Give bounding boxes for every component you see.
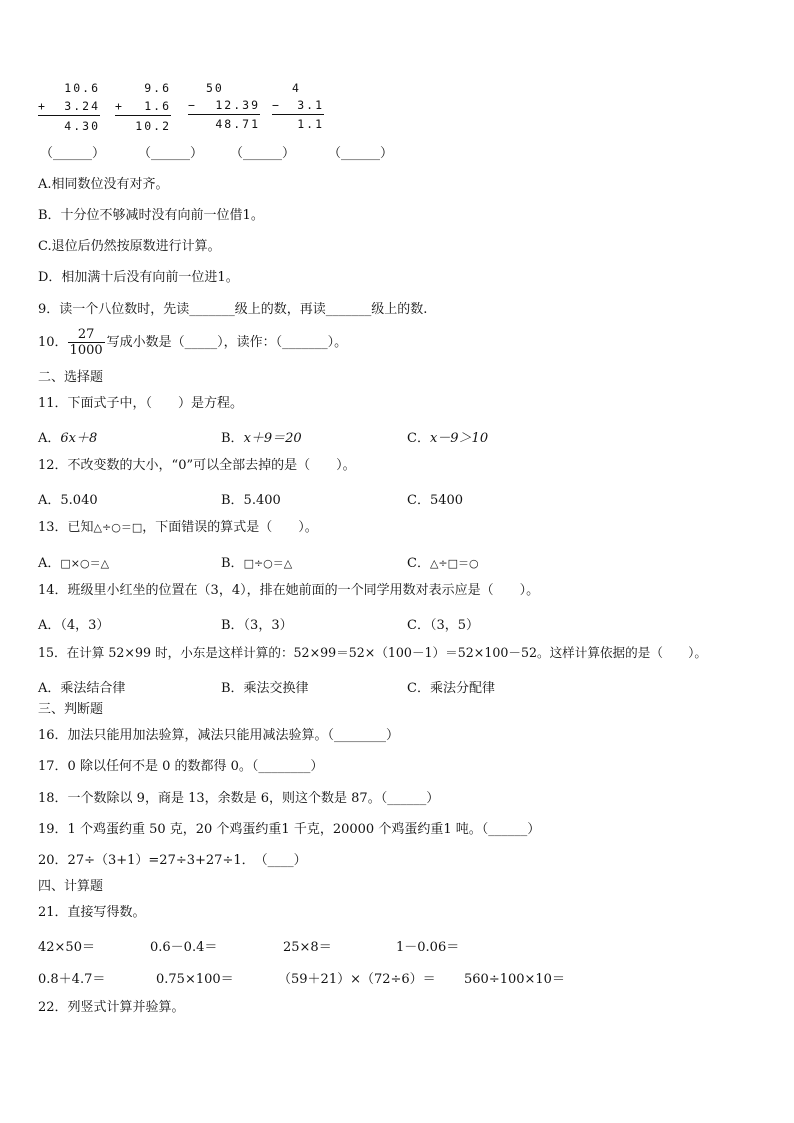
vp4-mid: 3.1 [297, 98, 324, 112]
question-11-stem: 11．下面式子中，（ ）是方程。 [38, 396, 244, 411]
vertical-problem-1 [38, 80, 100, 136]
q13-b-expr: □÷○＝△ [243, 557, 293, 570]
vertical-blank-2[interactable]: （______） [138, 146, 204, 161]
vp2-op: + [115, 99, 124, 113]
q11-a-label: A． [38, 431, 61, 446]
vp4-bar [272, 114, 324, 115]
q11-b-label: B． [221, 431, 244, 446]
vertical-problem-3 [188, 80, 260, 136]
vertical-blank-3[interactable]: （______） [230, 146, 296, 161]
q13-b-label: B． [221, 556, 244, 571]
q11-option-b[interactable] [221, 427, 302, 446]
q12-option-a[interactable]: A．5.040 [38, 493, 98, 508]
q15-option-b[interactable]: B．乘法交换律 [221, 681, 309, 696]
vp1-op: + [38, 99, 47, 113]
q13-known: △÷○＝□ [93, 521, 143, 534]
vp3-op: − [188, 98, 197, 112]
vp2-mid: 1.6 [144, 99, 171, 113]
q21-item-4[interactable]: 1－0.06＝ [396, 940, 460, 955]
vp4-result: 1.1 [297, 117, 324, 131]
vp4-top: 4 [292, 81, 301, 95]
question-17: 17．0 除以任何不是 0 的数都得 0。（________） [38, 759, 324, 774]
q14-option-b[interactable]: B．（3，3） [221, 618, 293, 633]
q11-option-a[interactable] [38, 427, 97, 446]
vp2-bar [115, 115, 171, 116]
q11-option-c[interactable] [407, 427, 488, 446]
q13-stem-suffix: ，下面错误的算式是（ ）。 [142, 520, 318, 535]
vertical-problem-2 [115, 80, 171, 136]
q13-c-label: C． [407, 556, 430, 571]
vp1-bar [38, 115, 100, 116]
section-3-heading: 三、判断题 [38, 702, 104, 717]
question-21: 21．直接写得数。 [38, 905, 146, 920]
q10-frac-den: 1000 [69, 343, 103, 358]
question-12-stem: 12．不改变数的大小，“0”可以全部去掉的是（ ）。 [38, 458, 356, 473]
vp3-mid: 12.39 [215, 98, 260, 112]
q10-fraction [68, 327, 105, 358]
q11-b-expr: x＋9＝20 [243, 431, 302, 446]
reason-c: C.退位后仍然按原数进行计算。 [38, 239, 221, 254]
vertical-problem-4 [272, 80, 324, 136]
q21-item-7[interactable]: （59＋21）×（72÷6）＝ [278, 972, 436, 987]
vertical-blank-4[interactable]: （______） [328, 146, 394, 161]
question-15-stem: 15．在计算 52×99 时，小东是这样计算的：52×99＝52×（100－1）＝52×100－52。这样计算依据的是（ ）。 [38, 645, 707, 660]
q21-item-2[interactable]: 0.6－0.4＝ [150, 940, 218, 955]
vertical-blank-1[interactable]: （______） [40, 146, 106, 161]
q15-option-c[interactable]: C．乘法分配律 [407, 681, 495, 696]
vp1-mid: 3.24 [64, 99, 100, 113]
q10-text: 写成小数是（_____），读作：（_______）。 [106, 335, 348, 350]
question-13-stem [38, 520, 318, 536]
section-2-heading: 二、选择题 [38, 370, 104, 385]
vp1-top: 10.6 [64, 81, 100, 95]
question-18: 18．一个数除以 9，商是 13，余数是 6，则这个数是 87。（______） [38, 791, 440, 806]
question-22: 22．列竖式计算并验算。 [38, 1000, 185, 1015]
vp4-op: − [272, 98, 281, 112]
question-9: 9．读一个八位数时，先读_______级上的数，再读_______级上的数. [38, 302, 428, 317]
q21-item-1[interactable]: 42×50＝ [38, 940, 95, 955]
q11-a-expr: 6x＋8 [60, 431, 98, 446]
question-14-stem: 14．班级里小红坐的位置在（3，4），排在她前面的一个同学用数对表示应是（ ）。 [38, 583, 540, 598]
section-4-heading: 四、计算题 [38, 879, 104, 894]
q13-stem-prefix: 13．已知 [38, 520, 94, 535]
q21-item-5[interactable]: 0.8＋4.7＝ [38, 972, 106, 987]
q13-a-expr: □×○＝△ [60, 557, 110, 570]
q13-a-label: A． [38, 556, 61, 571]
reason-b: B．十分位不够减时没有向前一位借1。 [38, 208, 264, 223]
vp1-result: 4.30 [64, 119, 100, 133]
vp2-result: 10.2 [135, 119, 171, 133]
vp3-result: 48.71 [215, 117, 260, 131]
q13-option-c[interactable] [407, 552, 479, 571]
reason-d: D．相加满十后没有向前一位进1。 [38, 270, 239, 285]
q21-item-6[interactable]: 0.75×100＝ [156, 972, 234, 987]
q15-option-a[interactable]: A．乘法结合律 [38, 681, 126, 696]
q11-c-expr: x－9＞10 [429, 431, 489, 446]
q12-option-b[interactable]: B．5.400 [221, 493, 281, 508]
q21-item-8[interactable]: 560÷100×10＝ [464, 972, 565, 987]
question-20: 20．27÷（3+1）=27÷3+27÷1． （____） [38, 853, 307, 868]
vp3-top: 50 [206, 81, 224, 95]
q14-option-c[interactable]: C．（3，5） [407, 618, 479, 633]
q21-item-3[interactable]: 25×8＝ [283, 940, 332, 955]
question-16: 16．加法只能用加法验算，减法只能用减法验算。（________） [38, 728, 400, 743]
q13-c-expr: △÷□＝○ [429, 557, 479, 570]
q10-frac-num: 27 [68, 327, 105, 343]
question-19: 19．1 个鸡蛋约重 50 克，20 个鸡蛋约重1 千克，20000 个鸡蛋约重1 吨。（______） [38, 822, 541, 837]
q11-c-label: C． [407, 431, 430, 446]
q13-option-a[interactable] [38, 552, 109, 571]
q12-option-c[interactable]: C．5400 [407, 493, 464, 508]
reason-a: A.相同数位没有对齐。 [38, 177, 169, 192]
q13-option-b[interactable] [221, 552, 292, 571]
vp3-bar [188, 114, 260, 115]
question-10 [38, 326, 347, 360]
q14-option-a[interactable]: A．（4，3） [38, 618, 110, 633]
vp2-top: 9.6 [144, 81, 171, 95]
q10-prefix: 10． [38, 335, 68, 350]
